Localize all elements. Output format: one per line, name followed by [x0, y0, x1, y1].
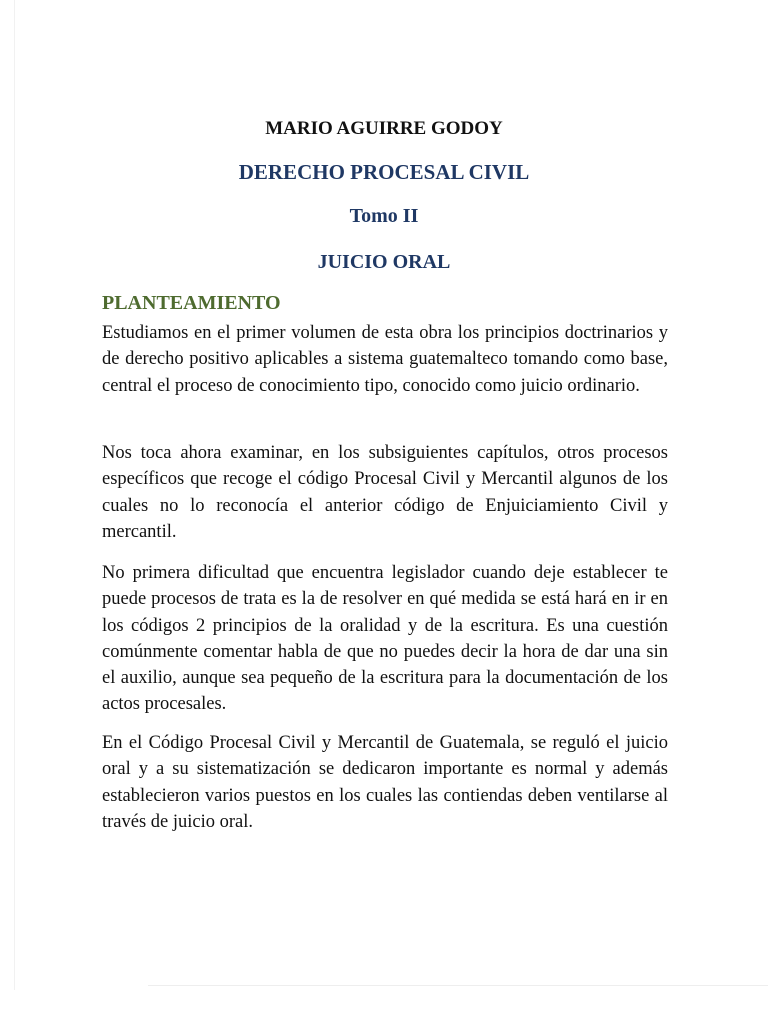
volume-label: Tomo II [349, 205, 419, 227]
paragraph-text: Nos toca ahora examinar, en los subsiguientes capítulos, otros procesos específicos que recoge el código Procesal Civil y Mercantil algunos de los cuales no lo reconocía el anterior código de Enjuiciamiento Civil y mercantil. [102, 443, 668, 542]
section-heading: PLANTEAMIENTO [102, 292, 281, 314]
paragraph-text: No primera dificultad que encuentra legislador cuando deje establecer te puede procesos de trata es la de resolver en qué medida se está hará en ir en los códigos 2 principios de la oralidad y de la escritura. Es una cuestión comúnmente comentar habla de que no puedes decir la hora de dar una sin el auxilio, aunque sea pequeño de la escritura para la documentación de los actos procesales. [102, 563, 668, 715]
book-title: DERECHO PROCESAL CIVIL [238, 160, 530, 184]
body-paragraph-4 [102, 730, 668, 835]
chapter-title: JUICIO ORAL [317, 251, 451, 273]
page-left-edge [14, 0, 15, 990]
page-bottom-edge [148, 985, 768, 986]
author-name: MARIO AGUIRRE GODOY [265, 118, 503, 139]
body-paragraph-3 [102, 560, 668, 718]
paragraph-text: Estudiamos en el primer volumen de esta obra los principios doctrinarios y de derecho positivo aplicables a sistema guatemalteco tomando como base, central el proceso de conocimiento tipo, conocido como juicio ordinario. [102, 323, 668, 396]
body-paragraph-2 [102, 440, 668, 545]
paragraph-text: En el Código Procesal Civil y Mercantil de Guatemala, se reguló el juicio oral y a su sistematización se dedicaron importante es normal y además establecieron varios puestos en los cuales las contiendas deben ventilarse al través de juicio oral. [102, 733, 668, 832]
body-paragraph-1 [102, 320, 668, 399]
